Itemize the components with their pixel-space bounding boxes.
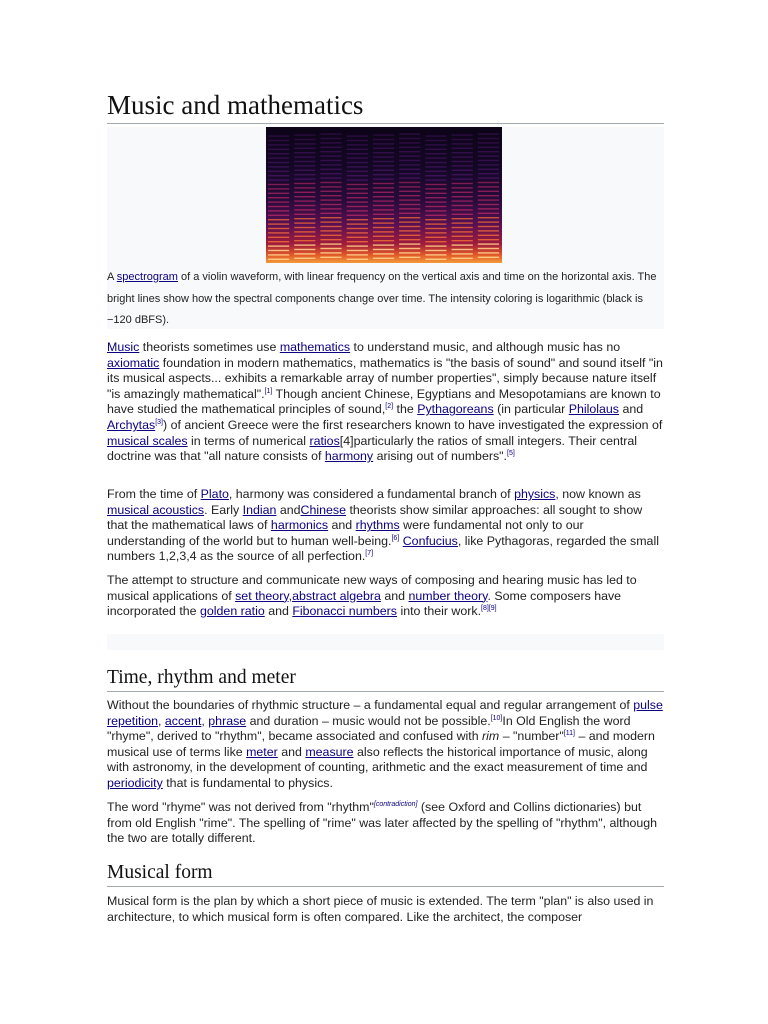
ref-11[interactable]: [11] — [563, 730, 575, 738]
text: in terms of numerical — [187, 433, 310, 448]
text: In Old English the word "rhyme", derived to "rhythm", became associated and confused with — [107, 713, 631, 744]
ref-3[interactable]: [3] — [155, 418, 163, 426]
link-fibonacci-numbers[interactable]: Fibonacci numbers — [292, 604, 398, 619]
text: , — [157, 713, 165, 728]
link-mathematics[interactable]: mathematics — [279, 340, 351, 354]
paragraph-intro — [107, 340, 664, 465]
link-harmony[interactable]: harmony — [324, 449, 374, 464]
text: , now known as — [555, 487, 641, 501]
spectrogram-bands — [266, 127, 502, 263]
text: arising out of numbers". — [373, 449, 508, 464]
link-philolaus[interactable]: Philolaus — [568, 402, 620, 417]
link-abstract-algebra[interactable]: abstract algebra — [292, 588, 381, 603]
text: The attempt to structure and communicate new ways of composing and hearing music has led to musical applications of — [107, 573, 637, 603]
link-pulse[interactable]: pulse — [633, 698, 663, 712]
ref-2[interactable]: [2] — [385, 403, 394, 411]
text: Musical form is the plan by which a short piece of music is extended. The term "plan" is also used in architecture, to which musical form is often compared. Like the architect, the composer — [107, 894, 654, 924]
text: and duration – music would not be possible. — [246, 713, 491, 728]
ref-7[interactable]: [7] — [365, 550, 374, 558]
link-music[interactable]: Music — [107, 340, 140, 354]
text: and — [619, 402, 644, 417]
text: , like Pythagoras, regarded the small numbers 1,2,3,4 as the source of all perfection. — [107, 533, 659, 564]
link-musical-acoustics[interactable]: musical acoustics — [107, 502, 205, 517]
text: also reflects the historical importance of music, along with astronomy, in the development of counting, arithmetic and the exact measurement of time and — [107, 744, 648, 775]
text: theorists show similar approaches: all sought to show that the mathematical laws of — [107, 502, 643, 533]
text: and — [328, 518, 356, 533]
ref-6[interactable]: [6] — [391, 534, 400, 542]
text: into their work. — [397, 604, 482, 619]
link-number-theory[interactable]: number theory — [408, 588, 488, 603]
text: . Some composers have incorporated the — [107, 588, 622, 619]
ref-8[interactable]: [8] — [481, 605, 489, 613]
text: , — [201, 713, 209, 728]
text: Though ancient Chinese, Egyptians and Mesopotamians are known to have studied the mathematical principles of sound, — [107, 386, 661, 417]
link-physics[interactable]: physics — [514, 487, 556, 501]
link-plato[interactable]: Plato — [200, 487, 229, 501]
ref-9[interactable]: [9] — [488, 605, 497, 613]
text: , harmony was considered a fundamental branch of — [228, 487, 515, 501]
contradiction-tag[interactable]: [contradiction] — [373, 800, 418, 808]
caption-text: A — [107, 271, 117, 283]
link-axiomatic[interactable]: axiomatic — [107, 355, 160, 370]
ref-10[interactable]: [10] — [490, 714, 503, 722]
figure-caption — [107, 267, 664, 332]
text: – "number" — [499, 729, 564, 744]
text: to understand music, and although music has no — [350, 340, 621, 354]
text: and — [276, 502, 301, 517]
text: . Early — [204, 502, 243, 517]
link-golden-ratio[interactable]: golden ratio — [200, 604, 265, 619]
text: the — [393, 402, 418, 417]
link-repetition[interactable]: repetition — [107, 713, 158, 728]
paragraph-plato — [107, 487, 664, 565]
link-harmonics[interactable]: harmonics — [270, 518, 329, 533]
text: particularly the ratios of small integers. Their central doctrine was that "all nature consists of — [107, 433, 638, 464]
text: foundation in modern mathematics, mathematics is "the basis of sound" and sound itself "in its musical aspects... exhibits a remarkable array of number properties", simply because nature itself "is amazingly mathematical". — [107, 355, 663, 401]
text: From the time of — [107, 487, 201, 501]
text: and — [264, 604, 293, 619]
link-musical-scales[interactable]: musical scales — [107, 433, 188, 448]
link-ratios[interactable]: ratios — [309, 433, 340, 448]
term-rim: rim — [482, 729, 500, 744]
spectrogram-image[interactable] — [266, 127, 502, 263]
link-chinese[interactable]: Chinese — [300, 502, 347, 517]
link-pythagoreans[interactable]: Pythagoreans — [417, 402, 494, 417]
paragraph-rhythm — [107, 698, 664, 792]
caption-text: of a violin waveform, with linear frequency on the vertical axis and time on the horizontal axis. The bright lines show how the spectral components change over time. The intensity coloring is logarithmic (black is −120 dBFS). — [107, 271, 657, 326]
link-rhythms[interactable]: rhythms — [355, 518, 400, 533]
paragraph-composers — [107, 573, 664, 620]
text: Without the boundaries of rhythmic structure – a fundamental equal and regular arrangement of — [107, 698, 634, 712]
link-indian[interactable]: Indian — [242, 502, 277, 517]
text: ) of ancient Greece were the first researchers known to have investigated the expression of — [163, 417, 663, 432]
text: The word "rhyme" was not derived from "rhythm" — [107, 800, 374, 814]
link-confucius[interactable]: Confucius — [402, 533, 458, 548]
link-measure[interactable]: measure — [305, 744, 354, 759]
link-periodicity[interactable]: periodicity — [107, 775, 163, 790]
paragraph-rhyme — [107, 800, 664, 847]
heading-time-rhythm-meter: Time, rhythm and meter — [107, 665, 664, 692]
link-accent[interactable]: accent — [164, 713, 202, 728]
paragraph-musical-form — [107, 894, 664, 925]
heading-musical-form: Musical form — [107, 860, 664, 887]
text: that is fundamental to physics. — [162, 775, 333, 790]
text: (see Oxford and Collins dictionaries) but from old English "rime". The spelling of "rime" was later affected by the spelling of "rhythm", although the two are totally different. — [107, 800, 658, 846]
text: (in particular — [493, 402, 569, 417]
text: – and modern musical use of terms like — [107, 729, 655, 759]
link-meter[interactable]: meter — [246, 744, 278, 759]
link-phrase[interactable]: phrase — [208, 713, 247, 728]
section-divider — [107, 634, 664, 650]
link-spectrogram[interactable]: spectrogram — [116, 271, 178, 283]
link-archytas[interactable]: Archytas — [107, 417, 156, 432]
text: , — [288, 588, 293, 603]
figure — [107, 127, 664, 329]
text: [4] — [339, 433, 354, 448]
ref-5[interactable]: [5] — [507, 450, 515, 458]
page-title: Music and mathematics — [107, 88, 664, 124]
text: and — [380, 588, 409, 603]
text: theorists sometimes use — [139, 340, 280, 354]
text: were fundamental not only to our understanding of the world but to human well-being. — [107, 518, 584, 548]
text: and — [277, 744, 306, 759]
link-set-theory[interactable]: set theory — [235, 588, 289, 603]
ref-1[interactable]: [1] — [264, 387, 273, 395]
